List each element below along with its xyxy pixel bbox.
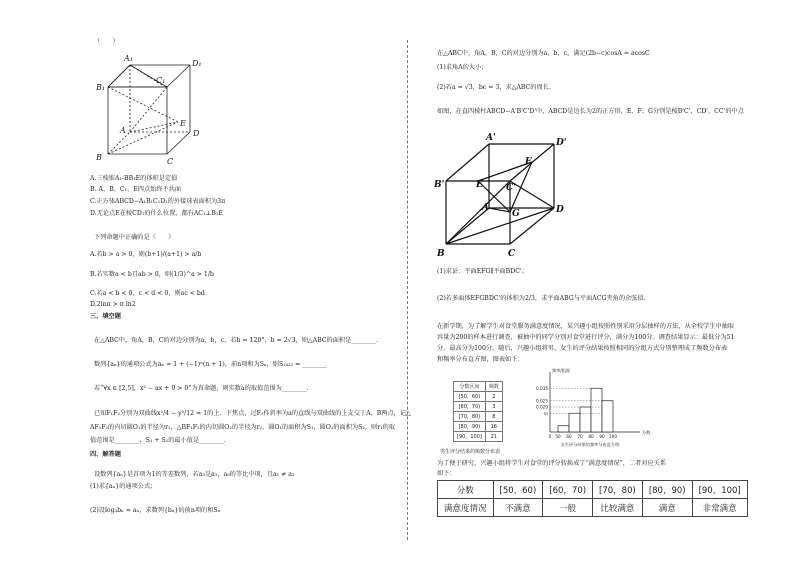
table-cell: 2 <box>485 392 502 402</box>
option-1c: C.正方体ABCD−A₁B₁C₁D₁的外接球表面积为3π <box>90 198 226 205</box>
table-cell: [80，90) <box>454 422 486 432</box>
triangle-part-2: (2)若a = √3，bc = 3，求△ABC的周长. <box>437 84 551 91</box>
table-cell: 非常满意 <box>692 499 747 517</box>
x-tick-label: 90 <box>599 434 605 439</box>
label-C1: C₁ <box>156 76 166 85</box>
y-tick-label: 0.035 <box>536 385 548 391</box>
histogram-bar <box>580 407 591 432</box>
section-fill-in: 三、填空题 <box>90 313 121 320</box>
study-line-1: 为了便于研究，兴趣小组将学生对食堂的评分转换成了“满意度情况”，二者对应关系 <box>437 460 667 467</box>
table-row <box>454 392 503 402</box>
cube-figure-1 <box>90 50 210 168</box>
histogram-caption: 女生评分结果的频率分布直方图 <box>560 442 620 447</box>
fill-question-4a: 已知F₁F₂分别为双曲线x²/4 − y²/12 = 1的上、下焦点，过F₂作斜率为a的直线与双曲线的上支交于A，B两点，记△ <box>94 410 411 417</box>
label-D2: D <box>556 205 564 215</box>
table-cell: [50，60) <box>454 392 486 402</box>
table-row <box>454 402 503 412</box>
survey-line-2: 容量为200的样本进行调查，被抽中的同学分别对食堂进行评分，满分为100分。调查结果显示：最低分为51 <box>437 334 735 341</box>
table-header: 分数 <box>438 481 494 499</box>
label-G: G <box>512 209 520 219</box>
y-tick-label: 0.020 <box>536 404 548 410</box>
label-D: D <box>193 129 200 138</box>
label-B1: B₁ <box>96 83 106 92</box>
label-C: C <box>167 157 174 166</box>
question-correct: 下列命题中正确的是（ ） <box>94 234 175 241</box>
x-tick-label: 60 <box>566 434 572 439</box>
option-2a: A.若b > a > 0，则(b+1)/(a+1) > a/b <box>90 251 202 258</box>
cube-part-1: (1)求证：平面EFG∥平面BDC'； <box>437 268 528 275</box>
table-cell: [50，60) <box>493 481 543 499</box>
y-tick-label: m <box>543 410 548 416</box>
section-answer: 四、解答题 <box>90 451 121 458</box>
table-header: 频数 <box>485 382 502 392</box>
frequency-table <box>453 381 503 442</box>
table-cell: 3 <box>485 402 502 412</box>
histogram-bar <box>602 401 613 432</box>
label-A1: A₁ <box>124 54 133 63</box>
fill-question-4c: 值范围是________，S₁ + S₂的最小值是________. <box>90 437 226 444</box>
histogram <box>520 366 670 448</box>
x-tick-label: 0 <box>548 434 552 439</box>
cube-question: 如图，在直四棱柱ABCD−A'B'C'D'中，ABCD是边长为2的正方形，E、F、G分别是棱B'C'、CD'、CC'的中点 <box>437 108 744 115</box>
frequency-table-caption: 男生评分结果的频数分布表 <box>440 449 501 455</box>
table-cell: [90，100] <box>692 481 747 499</box>
table-row <box>438 481 748 499</box>
table-cell: [60，70) <box>454 402 486 412</box>
answer-question-1c: (2)设log₃bₙ = aₙ，求数列{bₙ}的前n项的和Sₙ <box>90 507 221 514</box>
option-1b: B. A、B、C₁、E四点始终不共面 <box>90 186 182 193</box>
table-header: 满意度情况 <box>438 499 494 517</box>
triangle-question: 在△ABC中，角A，B，C的对边分别为a，b，c，满足(2b−c)cosA = acosC <box>437 50 650 57</box>
table-cell: 8 <box>485 412 502 422</box>
label-A: A <box>120 126 126 135</box>
label-E2: E <box>476 180 483 190</box>
table-cell: 不满意 <box>493 499 543 517</box>
label-A2: A <box>482 203 489 213</box>
histogram-bar <box>558 426 569 432</box>
table-cell: [60，70) <box>543 481 593 499</box>
label-F: F <box>525 157 532 167</box>
cube-part-2: (2)若多面体EFGBDC'的体积为2/3，求平面ABG与平面ACG夹角的余弦值. <box>437 295 646 302</box>
triangle-part-1: (1)求角A的大小； <box>437 64 488 71</box>
x-tick-label: 70 <box>577 434 583 439</box>
label-E: E <box>180 119 186 128</box>
label-B2: B <box>437 249 445 259</box>
histogram-bar <box>591 388 602 432</box>
table-row <box>454 422 503 432</box>
option-1a: A.三棱锥A₁-BB₁E的体积是定值 <box>90 175 178 182</box>
table-row <box>454 412 503 422</box>
table-row <box>454 382 503 392</box>
table-cell: [70，80) <box>454 412 486 422</box>
y-axis-label: 频率/组距 <box>552 368 571 373</box>
table-row <box>454 432 503 442</box>
histogram-bar <box>569 413 580 432</box>
x-tick-label: 80 <box>588 434 594 439</box>
table-header: 分数区间 <box>454 382 486 392</box>
survey-line-1: 在新学期，为了解学生对食堂服务满意度情况，某兴趣小组按照性别采用分层抽样的方法，从全校学生中抽取 <box>437 323 734 330</box>
label-D-prime: D' <box>556 138 567 148</box>
label-C2: C <box>508 249 516 259</box>
survey-line-3: 分，最高分为100分。随后，兴趣小组将男、女生的评分结果按照相同的分组方式分别整理成了频数分布表 <box>437 345 728 352</box>
option-2c: C.若a < b < 0，c < d < 0，则ac < bd <box>90 290 205 297</box>
x-tick-label: 100 <box>609 434 617 439</box>
satisfaction-table <box>437 480 748 517</box>
option-2b: B.若实数a < b且ab > 0，则(1/3)^a > 1/b <box>90 271 214 278</box>
column-divider <box>407 40 408 540</box>
table-cell: 比较满意 <box>593 499 643 517</box>
table-cell: 21 <box>485 432 502 442</box>
label-B-prime: B' <box>434 180 445 190</box>
answer-question-1b: (1)求{aₙ}的通项公式； <box>90 483 157 490</box>
label-B: B <box>96 153 102 162</box>
label-A-prime: A' <box>486 133 496 143</box>
cube-figure-2 <box>434 124 574 264</box>
fill-question-2: 数列{aₙ}的通项公式为aₙ = 1 + (−1)ⁿ(n + 1)，前n项和为Sₙ，则S₂₀₂₂ = ________ <box>94 361 328 368</box>
fill-question-1: 在△ABC中，角A，B，C的对边分别为a，b，c，若b = 120°，b = 2√3，则△ABC的面积是________. <box>94 337 379 344</box>
x-axis-label: 分数 <box>642 430 651 435</box>
label-D1: D₁ <box>192 59 202 68</box>
y-tick-label: 0.025 <box>536 398 548 404</box>
fill-question-3: 若“∀x ∈ [2,5]，x² − ax + 9 > 0”为真命题，则实数a的取值范围为________. <box>94 385 309 392</box>
study-line-2: 如下： <box>437 470 456 477</box>
fill-question-4b: AF₁F₂的内切圆O₁的半径为r₁，△BF₁F₂的内切圆O₂的半径为r₂，圆O₁的面积为S₁，圆O₂的面积为S₂，则r₁的取 <box>90 424 396 431</box>
table-cell: 满意 <box>642 499 692 517</box>
table-row <box>438 499 748 517</box>
table-cell: [80，90) <box>642 481 692 499</box>
option-1d: D.无论点E在棱CD₁的什么位置，都有AC₁⊥B₁E <box>90 210 223 217</box>
label-C-prime: C' <box>506 183 516 193</box>
table-cell: 一般 <box>543 499 593 517</box>
option-2d: D.2lnπ > π ln2 <box>90 301 136 308</box>
question-paren: （ ） <box>94 38 119 45</box>
x-tick-label: 50 <box>555 434 561 439</box>
table-cell: 16 <box>485 422 502 432</box>
table-cell: [70，80) <box>593 481 643 499</box>
survey-line-4: 和频率分布直方图，图表如下： <box>437 356 524 363</box>
table-cell: [90，100] <box>454 432 486 442</box>
answer-question-1a: 设数列{aₙ}是首项为1的等差数列，若a₃是a₁，a₉的等比中项，且a₁ ≠ a₃ <box>94 471 295 478</box>
